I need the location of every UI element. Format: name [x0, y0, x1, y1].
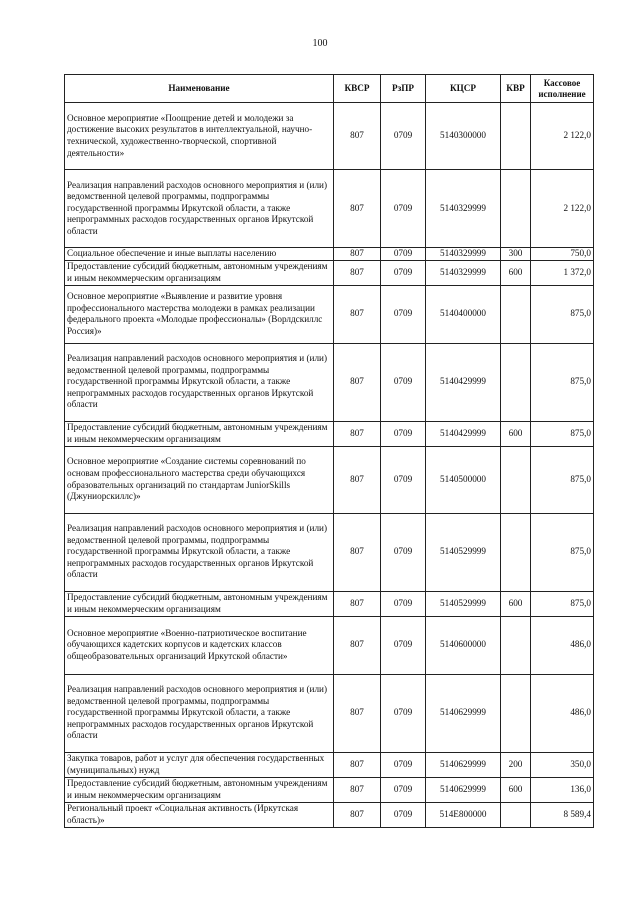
cell-kcsr: 5140529999 [426, 513, 501, 591]
cell-name: Социальное обеспечение и иные выплаты населению [65, 248, 334, 261]
cell-kcsr: 5140600000 [426, 616, 501, 674]
table-row [65, 616, 594, 674]
cell-kvsr: 807 [334, 170, 381, 248]
cell-name: Реализация направлений расходов основного мероприятия и (или) ведомственной целевой программы, подпрограммы государственной программы Иркутской области, а также непрограммных расходов государственных органов Иркутской области [65, 170, 334, 248]
cell-rzpr: 0709 [381, 170, 426, 248]
cell-kvsr: 807 [334, 285, 381, 343]
cell-kvr: 200 [501, 752, 531, 777]
cell-rzpr: 0709 [381, 802, 426, 827]
cell-kvsr: 807 [334, 802, 381, 827]
header-rzpr: РзПР [381, 75, 426, 103]
cell-kvsr: 807 [334, 260, 381, 285]
cell-kvr [501, 616, 531, 674]
cell-kvsr: 807 [334, 513, 381, 591]
cell-sum: 350,0 [531, 752, 594, 777]
cell-name: Предоставление субсидий бюджетным, автономным учреждениям и иным некоммерческим организациям [65, 421, 334, 446]
table-row [65, 248, 594, 261]
cell-sum: 875,0 [531, 343, 594, 421]
cell-rzpr: 0709 [381, 616, 426, 674]
cell-kcsr: 5140329999 [426, 170, 501, 248]
cell-rzpr: 0709 [381, 777, 426, 802]
cell-rzpr: 0709 [381, 674, 426, 752]
cell-kvr: 600 [501, 777, 531, 802]
table-row [65, 421, 594, 446]
header-name: Наименование [65, 75, 334, 103]
cell-rzpr: 0709 [381, 285, 426, 343]
cell-sum: 875,0 [531, 421, 594, 446]
cell-name: Предоставление субсидий бюджетным, автономным учреждениям и иным некоммерческим организациям [65, 777, 334, 802]
cell-kcsr: 514E800000 [426, 802, 501, 827]
cell-kvr [501, 170, 531, 248]
cell-name: Основное мероприятие «Выявление и развитие уровня профессионального мастерства молодежи в рамках реализации федерального проекта «Молодые профессионалы» (Ворлдскиллс Россия)» [65, 285, 334, 343]
cell-name: Реализация направлений расходов основного мероприятия и (или) ведомственной целевой программы, подпрограммы государственной программы Иркутской области, а также непрограммных расходов государственных органов Иркутской области [65, 674, 334, 752]
cell-sum: 486,0 [531, 674, 594, 752]
header-kvsr: КВСР [334, 75, 381, 103]
cell-sum: 8 589,4 [531, 802, 594, 827]
cell-rzpr: 0709 [381, 513, 426, 591]
cell-kcsr: 5140500000 [426, 446, 501, 513]
cell-kvsr: 807 [334, 343, 381, 421]
cell-kvr [501, 103, 531, 170]
cell-kcsr: 5140629999 [426, 674, 501, 752]
cell-kvr [501, 285, 531, 343]
header-sum: Кассовое исполнение [531, 75, 594, 103]
table-row [65, 343, 594, 421]
cell-name: Основное мероприятие «Военно-патриотическое воспитание обучающихся кадетских корпусов и кадетских классов общеобразовательных организаций Иркутской области» [65, 616, 334, 674]
cell-kvsr: 807 [334, 103, 381, 170]
cell-kvr: 300 [501, 248, 531, 261]
cell-kvr: 600 [501, 260, 531, 285]
cell-kvsr: 807 [334, 777, 381, 802]
table-row [65, 591, 594, 616]
cell-name: Реализация направлений расходов основного мероприятия и (или) ведомственной целевой программы, подпрограммы государственной программы Иркутской области, а также непрограммных расходов государственных органов Иркутской области [65, 343, 334, 421]
cell-kcsr: 5140329999 [426, 260, 501, 285]
cell-rzpr: 0709 [381, 103, 426, 170]
cell-kcsr: 5140429999 [426, 343, 501, 421]
cell-rzpr: 0709 [381, 591, 426, 616]
cell-kcsr: 5140300000 [426, 103, 501, 170]
cell-rzpr: 0709 [381, 421, 426, 446]
cell-kcsr: 5140329999 [426, 248, 501, 261]
table-header-row [65, 75, 594, 103]
cell-kvr [501, 513, 531, 591]
cell-kvr [501, 674, 531, 752]
cell-kcsr: 5140529999 [426, 591, 501, 616]
cell-name: Основное мероприятие «Поощрение детей и молодежи за достижение высоких результатов в интеллектуальной, научно-технической, художественно-творческой, спортивной деятельности» [65, 103, 334, 170]
table-row [65, 103, 594, 170]
cell-kvr [501, 446, 531, 513]
cell-sum: 136,0 [531, 777, 594, 802]
cell-name: Закупка товаров, работ и услуг для обеспечения государственных (муниципальных) нужд [65, 752, 334, 777]
cell-kvr: 600 [501, 591, 531, 616]
table-row [65, 802, 594, 827]
cell-kvsr: 807 [334, 674, 381, 752]
cell-kvr [501, 343, 531, 421]
table-row [65, 752, 594, 777]
table-row [65, 777, 594, 802]
cell-sum: 875,0 [531, 285, 594, 343]
cell-name: Предоставление субсидий бюджетным, автономным учреждениям и иным некоммерческим организациям [65, 591, 334, 616]
cell-rzpr: 0709 [381, 343, 426, 421]
cell-kcsr: 5140629999 [426, 752, 501, 777]
cell-name: Предоставление субсидий бюджетным, автономным учреждениям и иным некоммерческим организациям [65, 260, 334, 285]
table-body [65, 103, 594, 828]
cell-kvsr: 807 [334, 446, 381, 513]
cell-kvr [501, 802, 531, 827]
cell-kvsr: 807 [334, 421, 381, 446]
cell-name: Региональный проект «Социальная активность (Иркутская область)» [65, 802, 334, 827]
cell-kvr: 600 [501, 421, 531, 446]
cell-kcsr: 5140429999 [426, 421, 501, 446]
cell-name: Основное мероприятие «Создание системы соревнований по основам профессионального мастерства среди обучающихся образовательных организаций по стандартам JuniorSkills (Джуниорскиллс)» [65, 446, 334, 513]
budget-table [64, 74, 594, 828]
cell-kcsr: 5140629999 [426, 777, 501, 802]
header-kcsr: КЦСР [426, 75, 501, 103]
cell-sum: 486,0 [531, 616, 594, 674]
cell-sum: 1 372,0 [531, 260, 594, 285]
table-row [65, 674, 594, 752]
cell-rzpr: 0709 [381, 248, 426, 261]
cell-sum: 875,0 [531, 513, 594, 591]
table-row [65, 446, 594, 513]
cell-rzpr: 0709 [381, 260, 426, 285]
cell-name: Реализация направлений расходов основного мероприятия и (или) ведомственной целевой программы, подпрограммы государственной программы Иркутской области, а также непрограммных расходов государственных органов Иркутской области [65, 513, 334, 591]
cell-kvsr: 807 [334, 248, 381, 261]
cell-sum: 2 122,0 [531, 170, 594, 248]
table-row [65, 513, 594, 591]
cell-kvsr: 807 [334, 591, 381, 616]
table-row [65, 285, 594, 343]
page-number: 100 [312, 38, 328, 49]
cell-sum: 875,0 [531, 446, 594, 513]
table-row [65, 260, 594, 285]
cell-sum: 2 122,0 [531, 103, 594, 170]
cell-sum: 750,0 [531, 248, 594, 261]
table-row [65, 170, 594, 248]
cell-rzpr: 0709 [381, 752, 426, 777]
header-kvr: КВР [501, 75, 531, 103]
cell-kcsr: 5140400000 [426, 285, 501, 343]
cell-kvsr: 807 [334, 752, 381, 777]
cell-sum: 875,0 [531, 591, 594, 616]
cell-kvsr: 807 [334, 616, 381, 674]
cell-rzpr: 0709 [381, 446, 426, 513]
